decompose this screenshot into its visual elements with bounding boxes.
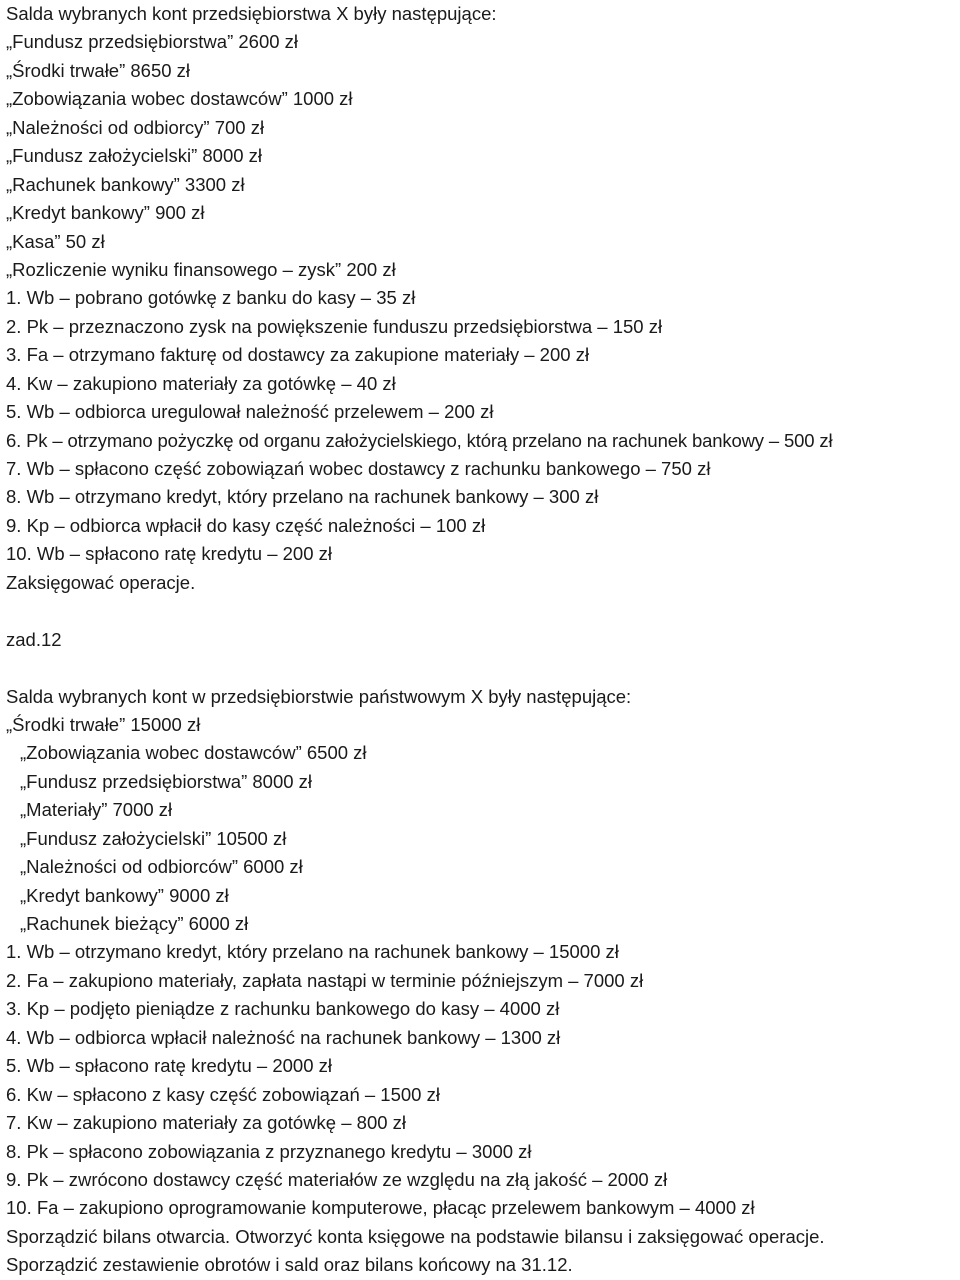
balance-line: „Należności od odbiorców” 6000 zł bbox=[20, 856, 303, 878]
operation-line: 5. Wb – odbiorca uregulował należność przelewem – 200 zł bbox=[6, 401, 494, 423]
operation-line: 5. Wb – spłacono ratę kredytu – 2000 zł bbox=[6, 1055, 332, 1077]
balance-line: „Zobowiązania wobec dostawców” 6500 zł bbox=[20, 742, 367, 764]
section1-instruction: Zaksięgować operacje. bbox=[6, 571, 196, 593]
section2-instruction: Sporządzić bilans otwarcia. Otworzyć konta księgowe na podstawie bilansu i zaksięgować operacje. bbox=[6, 1225, 825, 1247]
operation-line: 1. Wb – otrzymano kredyt, który przelano na rachunek bankowy – 15000 zł bbox=[6, 941, 619, 963]
operation-line: 8. Pk – spłacono zobowiązania z przyznanego kredytu – 3000 zł bbox=[6, 1140, 532, 1162]
balance-line: „Fundusz przedsiębiorstwa” 8000 zł bbox=[20, 770, 313, 792]
balance-line: „Rachunek bieżący” 6000 zł bbox=[20, 913, 249, 934]
balance-line: „Rozliczenie wyniku finansowego – zysk” 200 zł bbox=[6, 258, 396, 280]
balance-line: „Środki trwałe” 8650 zł bbox=[6, 59, 191, 81]
balance-line: „Fundusz założycielski” 10500 zł bbox=[20, 827, 287, 849]
operation-line: 3. Fa – otrzymano fakturę od dostawcy za zakupione materiały – 200 zł bbox=[6, 344, 590, 366]
balance-line: „Fundusz założycielski” 8000 zł bbox=[6, 145, 263, 167]
operation-line: 3. Kp – podjęto pieniądze z rachunku bankowego do kasy – 4000 zł bbox=[6, 998, 560, 1020]
section2-intro: Salda wybranych kont w przedsiębiorstwie państwowym X były następujące: bbox=[6, 685, 632, 707]
document-page bbox=[6, 0, 958, 1280]
operation-line: 2. Fa – zakupiono materiały, zapłata nastąpi w terminie późniejszym – 7000 zł bbox=[6, 969, 644, 991]
balance-line: „Materiały” 7000 zł bbox=[20, 799, 173, 821]
balance-line: „Zobowiązania wobec dostawców” 1000 zł bbox=[6, 88, 353, 110]
operation-line: 7. Kw – zakupiono materiały za gotówkę – 800 zł bbox=[6, 1112, 407, 1134]
operation-line: 6. Pk – otrzymano pożyczkę od organu założycielskiego, którą przelano na rachunek bankowy – 500 zł bbox=[6, 429, 833, 451]
operation-line: 7. Wb – spłacono część zobowiązań wobec dostawcy z rachunku bankowego – 750 zł bbox=[6, 458, 711, 479]
balance-line: „Kredyt bankowy” 900 zł bbox=[6, 202, 205, 224]
operation-line: 8. Wb – otrzymano kredyt, który przelano na rachunek bankowy – 300 zł bbox=[6, 486, 599, 508]
balance-line: „Fundusz przedsiębiorstwa” 2600 zł bbox=[6, 31, 299, 53]
operation-line: 10. Fa – zakupiono oprogramowanie komputerowe, płacąc przelewem bankowym – 4000 zł bbox=[6, 1197, 755, 1219]
spacer bbox=[6, 597, 958, 625]
operation-line: 9. Kp – odbiorca wpłacił do kasy część należności – 100 zł bbox=[6, 514, 486, 536]
operation-line: 4. Wb – odbiorca wpłacił należność na rachunek bankowy – 1300 zł bbox=[6, 1026, 561, 1048]
operation-line: 4. Kw – zakupiono materiały za gotówkę – 40 zł bbox=[6, 372, 396, 394]
balance-line: „Środki trwałe” 15000 zł bbox=[6, 713, 201, 735]
operation-line: 9. Pk – zwrócono dostawcy część materiałów ze względu na złą jakość – 2000 zł bbox=[6, 1168, 668, 1190]
operation-line: 10. Wb – spłacono ratę kredytu – 200 zł bbox=[6, 543, 332, 565]
balance-line: „Rachunek bankowy” 3300 zł bbox=[6, 173, 245, 195]
balance-line: „Kasa” 50 zł bbox=[6, 230, 105, 252]
balance-line: „Kredyt bankowy” 9000 zł bbox=[20, 884, 229, 906]
operation-line: 2. Pk – przeznaczono zysk na powiększenie funduszu przedsiębiorstwa – 150 zł bbox=[6, 315, 663, 337]
section2-instruction: Sporządzić zestawienie obrotów i sald oraz bilans końcowy na 31.12. bbox=[6, 1254, 573, 1276]
balance-line: „Należności od odbiorcy” 700 zł bbox=[6, 116, 265, 138]
task-label: zad.12 bbox=[6, 628, 62, 650]
operation-line: 6. Kw – spłacono z kasy część zobowiązań – 1500 zł bbox=[6, 1083, 440, 1105]
section1-intro: Salda wybranych kont przedsiębiorstwa X były następujące: bbox=[6, 3, 497, 24]
operation-line: 1. Wb – pobrano gotówkę z banku do kasy – 35 zł bbox=[6, 287, 416, 309]
spacer bbox=[6, 654, 958, 682]
